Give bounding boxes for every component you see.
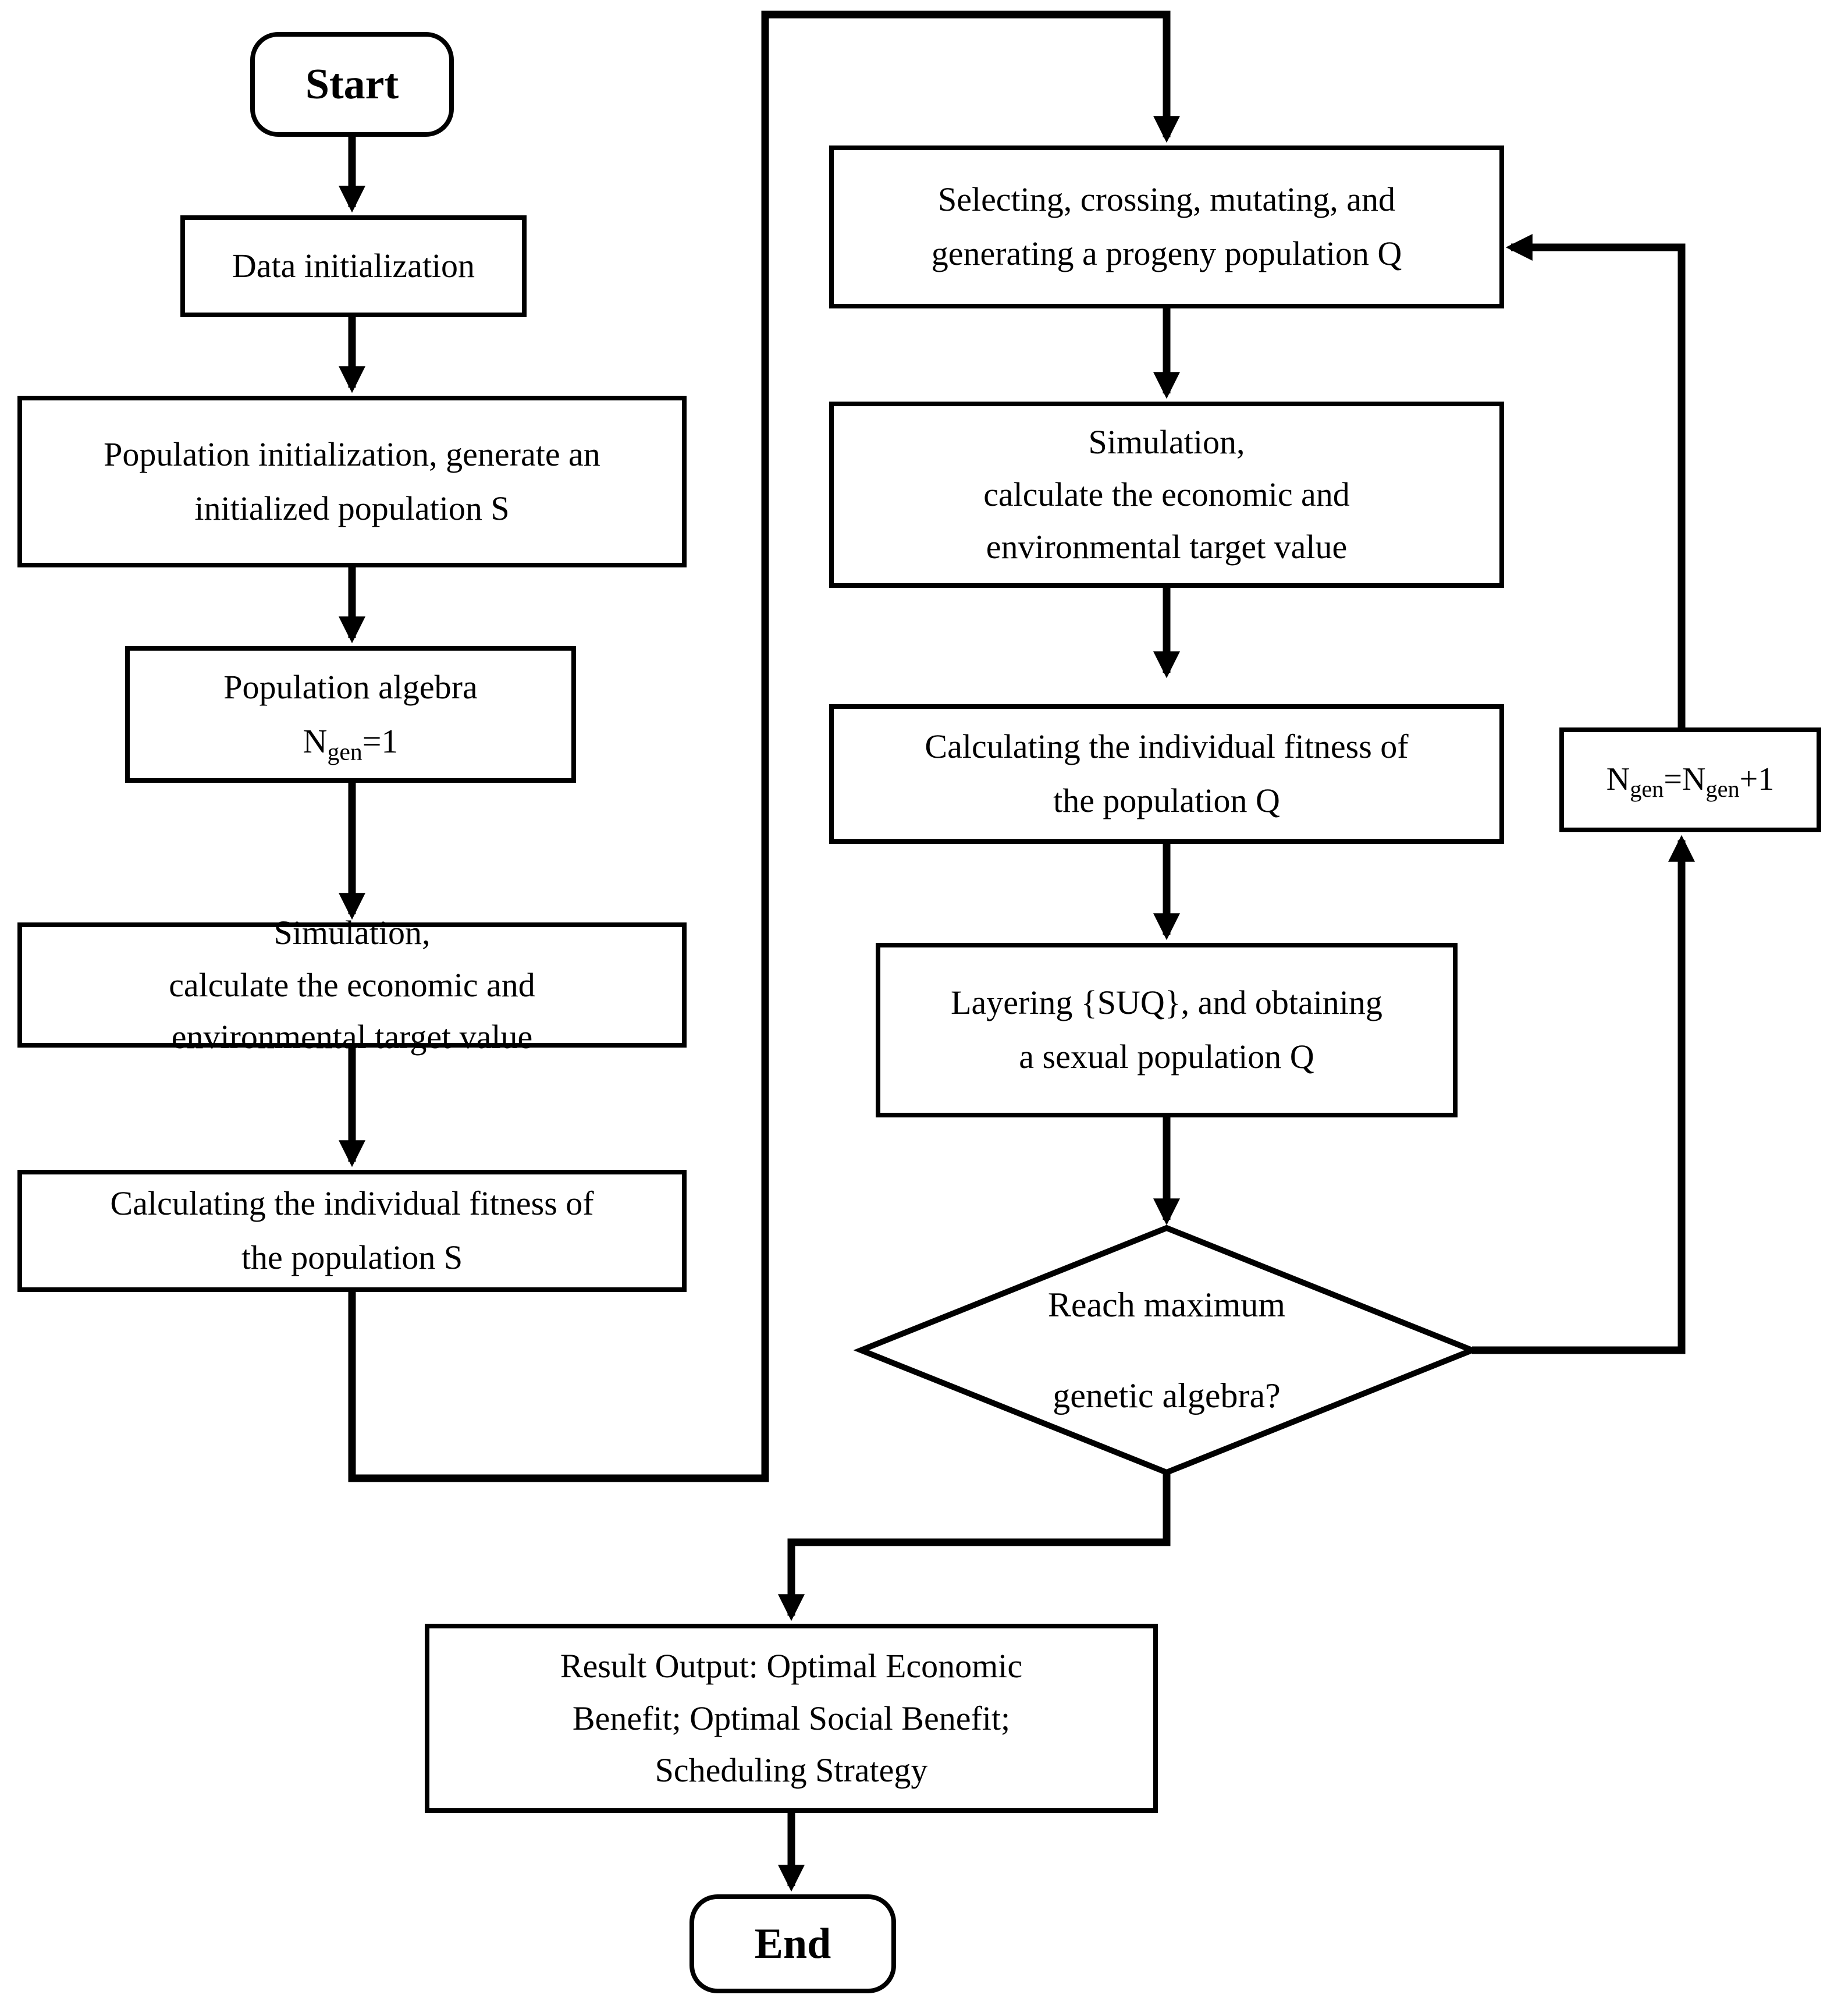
- simulation-q-line2: calculate the economic and: [983, 475, 1350, 514]
- ngen-increment-box: [1559, 727, 1821, 832]
- fitness-s-line2: the population S: [241, 1238, 463, 1276]
- selecting-line2: generating a progeny population Q: [931, 235, 1402, 272]
- fitness-s-line1: Calculating the individual fitness of: [110, 1184, 594, 1223]
- fitness-q-line2: the population Q: [1053, 782, 1280, 819]
- ngen-symbol: N: [303, 722, 328, 760]
- layering-box: [876, 943, 1458, 1117]
- decision-label: [861, 1228, 1472, 1472]
- population-algebra-formula: [303, 715, 399, 769]
- population-initialization-box: [17, 396, 687, 567]
- decision-line2: genetic algebra?: [1053, 1376, 1281, 1415]
- fitness-s-box: [17, 1170, 687, 1292]
- result-line2: Benefit; Optimal Social Benefit;: [572, 1699, 1011, 1737]
- connector-ngen-to-selecting: [1511, 247, 1682, 727]
- ngen-value: =1: [362, 722, 399, 760]
- fitness-q-line1: Calculating the individual fitness of: [925, 727, 1409, 766]
- result-output-box: [425, 1624, 1158, 1813]
- simulation-q-line3: environmental target value: [986, 527, 1348, 566]
- selecting-box: [829, 145, 1504, 308]
- ngen-inc-plus-one: +1: [1739, 761, 1775, 798]
- decision-line1: Reach maximum: [1047, 1286, 1286, 1324]
- simulation-s-line3: environmental target value: [171, 1018, 533, 1056]
- layering-line1: Layering {SUQ}, and obtaining: [951, 984, 1382, 1022]
- end-node: [689, 1894, 896, 1993]
- data-initialization-box: [180, 215, 527, 317]
- start-node: [250, 32, 454, 137]
- population-initialization-line1: Population initialization, generate an: [104, 435, 600, 473]
- ngen-increment-formula: [1606, 754, 1775, 806]
- ngen-subscript: gen: [327, 739, 362, 766]
- connector-decision-to-ngen: [1472, 840, 1682, 1350]
- simulation-q-box: [829, 402, 1504, 588]
- data-initialization-label: Data initialization: [232, 247, 475, 285]
- end-label: End: [754, 1919, 831, 1968]
- ngen-inc-subscript1: gen: [1630, 776, 1664, 803]
- fitness-q-box: [829, 704, 1504, 844]
- ngen-inc-symbol1: N: [1606, 761, 1630, 798]
- ngen-inc-subscript2: gen: [1705, 776, 1740, 803]
- ngen-inc-equals: =N: [1664, 761, 1706, 798]
- population-algebra-box: [125, 646, 576, 783]
- population-algebra-line1: Population algebra: [223, 668, 478, 706]
- simulation-s-line1: Simulation,: [273, 913, 431, 952]
- start-label: Start: [305, 60, 399, 108]
- result-line3: Scheduling Strategy: [655, 1751, 928, 1790]
- selecting-line1: Selecting, crossing, mutating, and: [937, 180, 1396, 219]
- simulation-s-box: [17, 913, 687, 1056]
- result-line1: Result Output: Optimal Economic: [560, 1646, 1023, 1685]
- simulation-s-line2: calculate the economic and: [169, 966, 535, 1004]
- connector-decision-to-result: [791, 1472, 1167, 1616]
- layering-line2: a sexual population Q: [1019, 1038, 1314, 1076]
- population-initialization-line2: initialized population S: [194, 489, 510, 527]
- simulation-q-line1: Simulation,: [1088, 423, 1245, 462]
